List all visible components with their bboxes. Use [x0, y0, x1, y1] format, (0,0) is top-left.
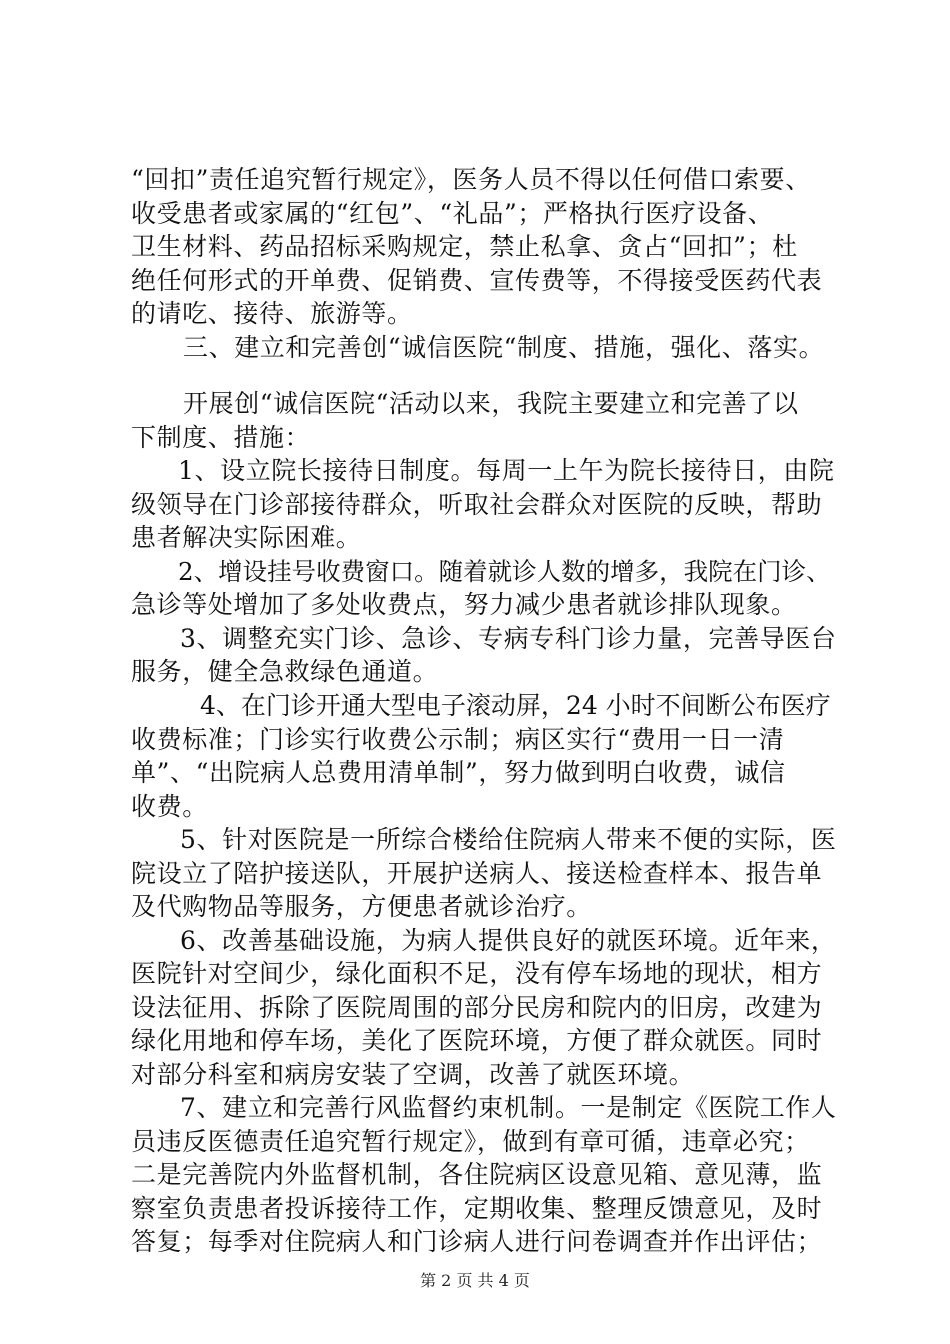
text-line: 卫生材料、药品招标采购规定，禁止私拿、贪占“回扣”；杜 [131, 232, 798, 261]
list-item-1: 1、设立院长接待日制度。每周一上午为院长接待日，由院 [178, 456, 835, 485]
list-item-3: 3、调整充实门诊、急诊、专病专科门诊力量，完善导医台 [180, 624, 837, 653]
text-line: 急诊等处增加了多处收费点，努力减少患者就诊排队现象。 [131, 590, 797, 619]
text-line: 绝任何形式的开单费、促销费、宣传费等，不得接受医药代表 [131, 266, 823, 295]
text-line: 对部分科室和病房安装了空调，改善了就医环境。 [131, 1060, 695, 1089]
page-number: 第 2 页 共 4 页 [420, 1271, 530, 1290]
list-item-2: 2、增设挂号收费窗口。随着就诊人数的增多，我院在门诊、 [178, 557, 831, 586]
list-item-7: 7、建立和完善行风监督约束机制。一是制定《医院工作人 [180, 1093, 837, 1122]
list-item-6: 6、改善基础设施，为病人提供良好的就医环境。近年来， [180, 926, 837, 955]
text-line: 医院针对空间少，绿化面积不足，没有停车场地的现状，相方 [131, 959, 823, 988]
text-line: 下制度、措施： [131, 423, 311, 452]
text-line: 级领导在门诊部接待群众，听取社会群众对医院的反映，帮助 [131, 490, 823, 519]
text-line: 察室负责患者投诉接待工作，定期收集、整理反馈意见，及时 [131, 1194, 823, 1223]
list-item-4: 4、在门诊开通大型电子滚动屏，24 小时不间断公布医疗 [200, 691, 831, 720]
text-line: 设法征用、拆除了医院周围的部分民房和院内的旧房，改建为 [131, 993, 823, 1022]
text-line: 单”、“出院病人总费用清单制”，努力做到明白收费，诚信 [131, 758, 786, 787]
text-line: “回扣”责任追究暂行规定》，医务人员不得以任何借口索要、 [131, 165, 811, 194]
text-line: 院设立了陪护接送队，开展护送病人、接送检查样本、报告单 [131, 859, 823, 888]
text-line: 及代购物品等服务，方便患者就诊治疗。 [131, 892, 592, 921]
text-line: 员违反医德责任追究暂行规定》，做到有章可循，违章必究； [131, 1127, 810, 1156]
text-line: 收费。 [131, 792, 208, 821]
list-item-5: 5、针对医院是一所综合楼给住院病人带来不便的实际，医 [180, 825, 837, 854]
text-line: 绿化用地和停车场，美化了医院环境，方便了群众就医。同时 [131, 1026, 823, 1055]
section-heading: 三、建立和完善创“诚信医院“制度、措施，强化、落实。 [183, 333, 825, 362]
text-line: 二是完善院内外监督机制，各住院病区设意见箱、意见薄，监 [131, 1160, 823, 1189]
text-line: 收费标准；门诊实行收费公示制；病区实行“费用一日一清 [131, 725, 785, 754]
text-line: 开展创“诚信医院“活动以来，我院主要建立和完善了以 [183, 389, 799, 418]
text-line: 的请吃、接待、旅游等。 [131, 299, 413, 328]
text-line: 答复；每季对住院病人和门诊病人进行问卷调查并作出评估； [131, 1227, 823, 1256]
text-line: 服务，健全急救绿色通道。 [131, 657, 439, 686]
text-line: 收受患者或家属的“红包”、“礼品”；严格执行医疗设备、 [131, 199, 774, 228]
text-line: 患者解决实际困难。 [131, 523, 362, 552]
